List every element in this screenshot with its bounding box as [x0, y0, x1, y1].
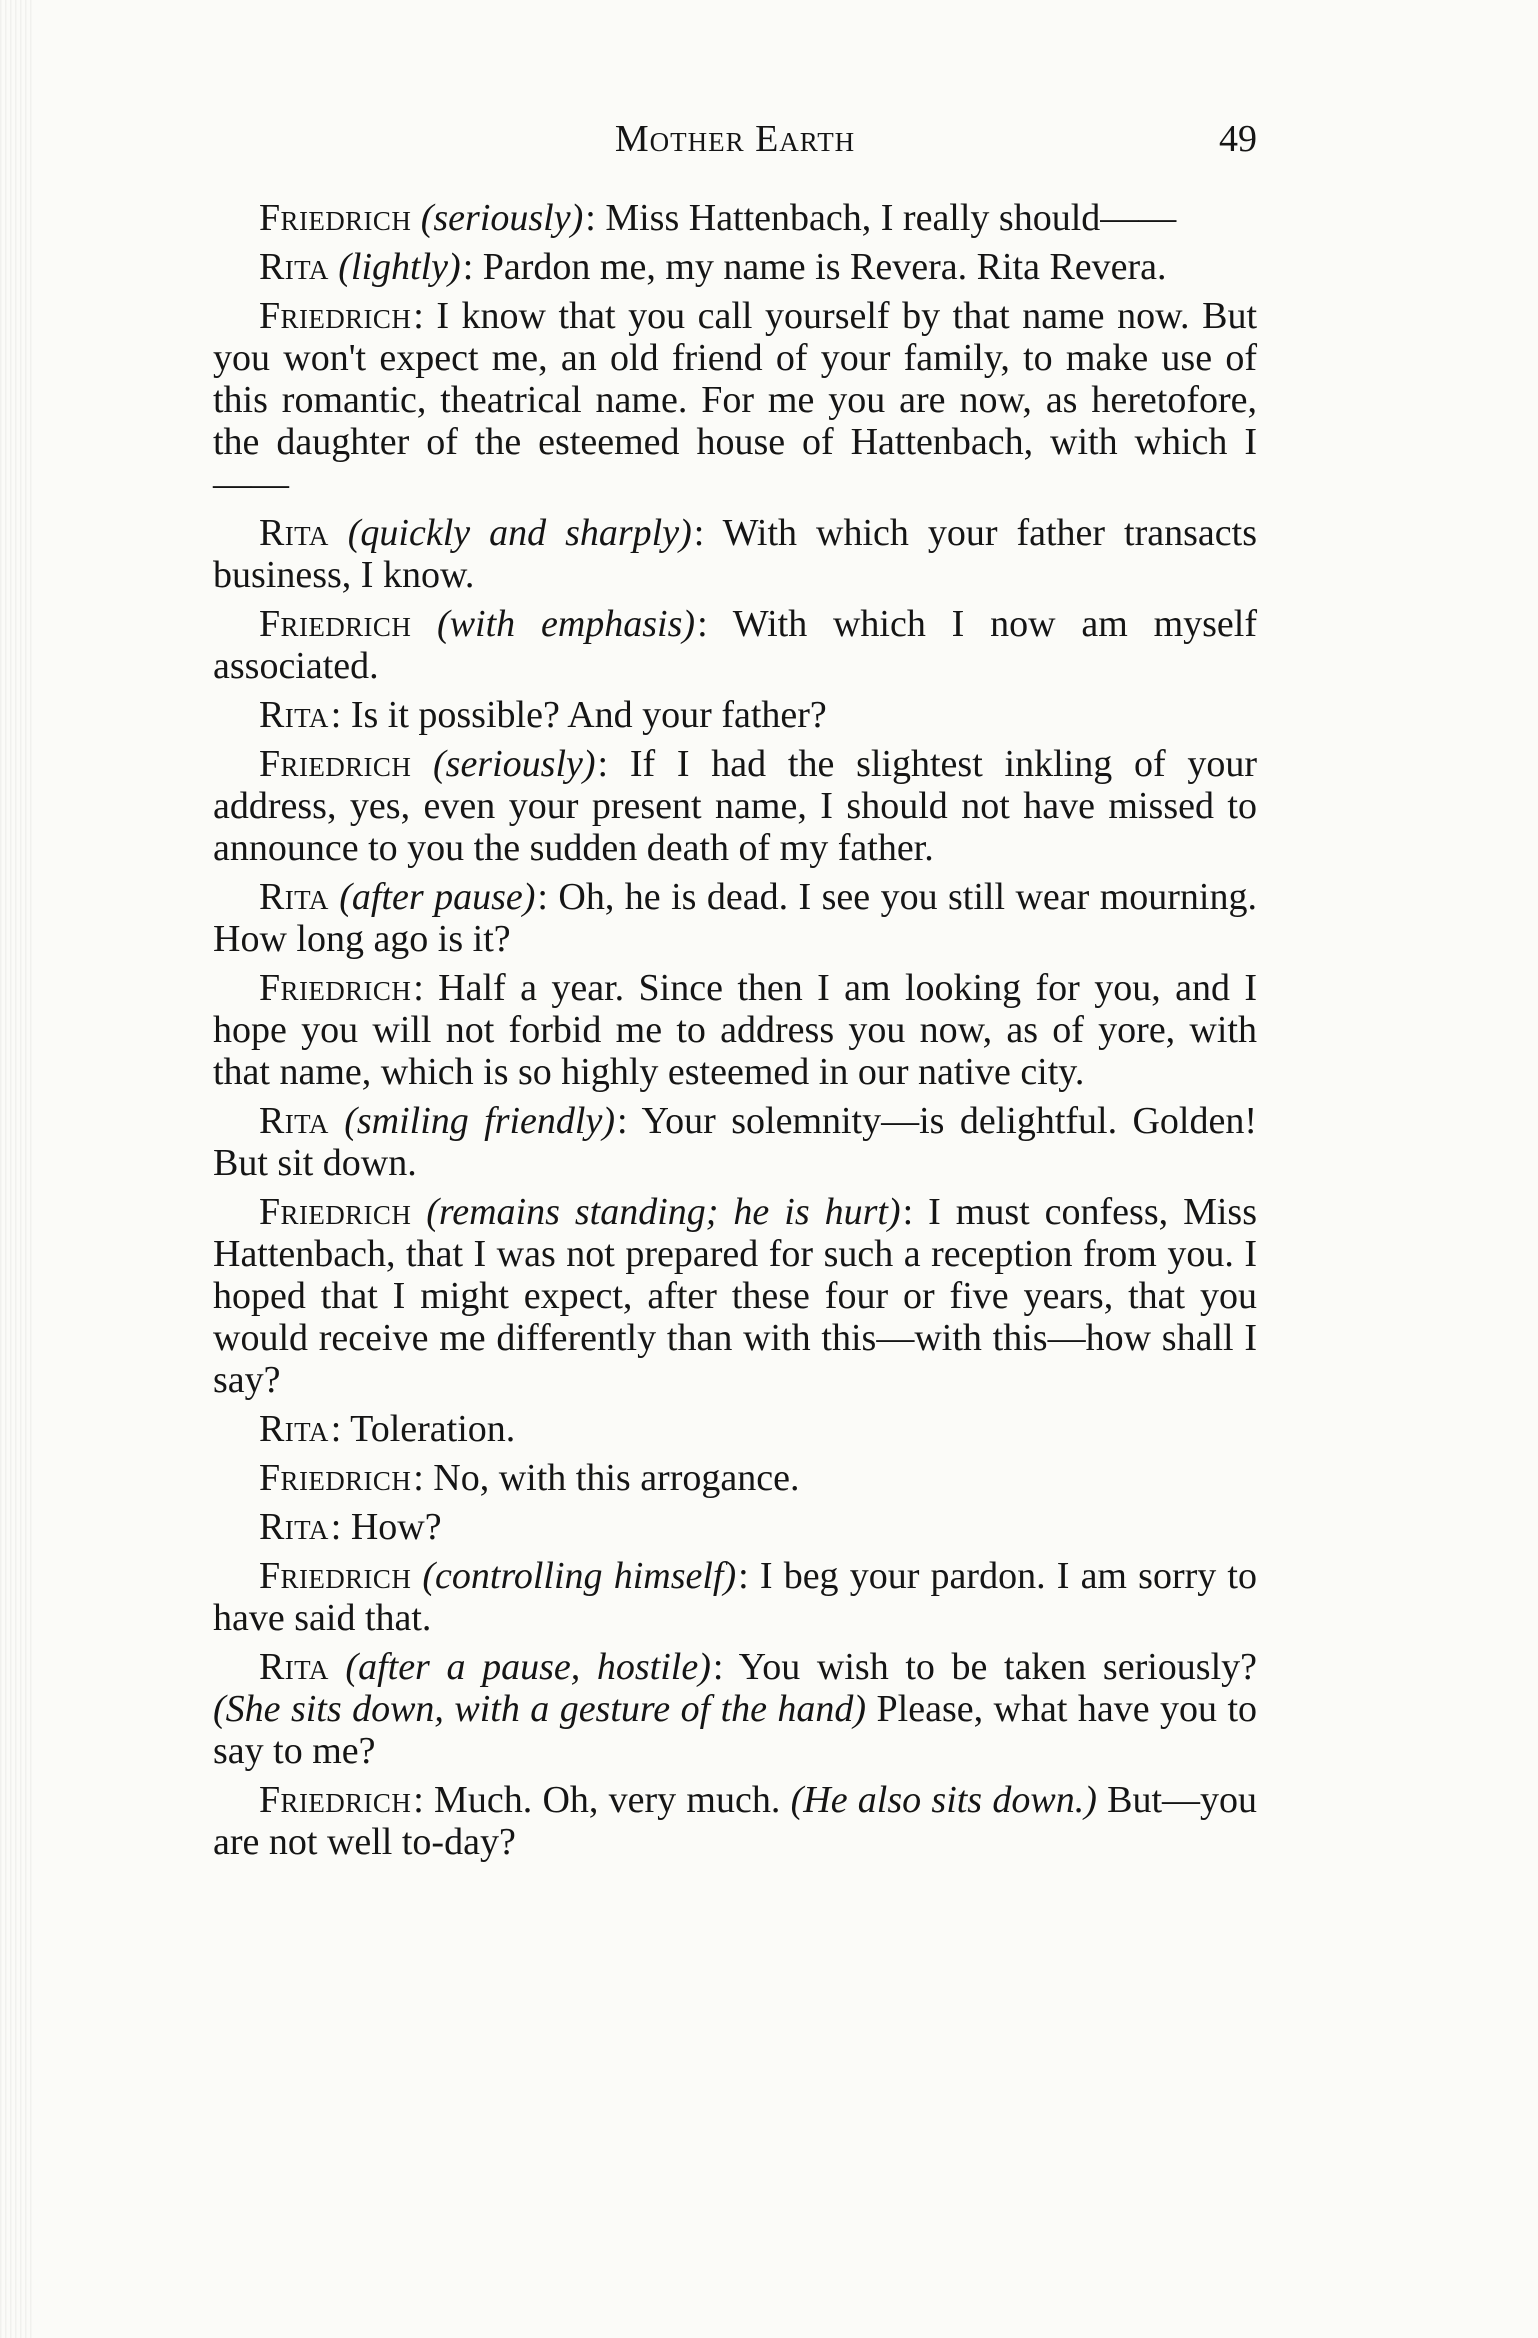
speech-text: : Half a year. Since then I am looking for you, and I hope you will not forbid me to address you now, as of yore, with that name, which is so highly esteemed in our native city.: [213, 967, 1257, 1093]
speaker-name: Friedrich: [259, 1555, 412, 1597]
speaker-name: Friedrich: [259, 1191, 412, 1233]
speech-text: : Much. Oh, very much.: [413, 1779, 781, 1821]
speech-text: : Is it possible? And your father?: [330, 694, 827, 736]
speech-text: : Toleration.: [330, 1408, 516, 1450]
speech-paragraph: [213, 512, 1257, 596]
speech-paragraph: [213, 1555, 1257, 1639]
stage-direction: (controlling himself): [422, 1555, 737, 1597]
speech-paragraph: [213, 1191, 1257, 1401]
speaker-name: Rita: [259, 694, 329, 736]
speech-paragraph: [213, 694, 1257, 736]
speech-paragraph: [213, 1646, 1257, 1772]
page-edge-texture: [0, 0, 34, 2338]
dialogue-text: [213, 197, 1257, 1870]
speaker-name: Friedrich: [259, 603, 412, 645]
speech-text: : If I had the slightest inkling of your address, yes, even your present name, I should not have missed to announce to you the sudden death of my father.: [213, 743, 1258, 869]
stage-direction: (smiling friendly): [344, 1100, 615, 1142]
stage-direction: (seriously): [420, 197, 584, 239]
speaker-name: Rita: [259, 1408, 329, 1450]
stage-direction: (seriously): [433, 743, 596, 785]
stage-direction: (quickly and sharply): [347, 512, 692, 554]
speech-text: : How?: [330, 1506, 442, 1548]
speech-paragraph: [213, 603, 1257, 687]
stage-direction: (with emphasis): [437, 603, 696, 645]
speech-text: : With which I now am myself associated.: [213, 603, 1257, 687]
speech-continuation: But—you are not well to-day?: [213, 1779, 1257, 1863]
speech-text: : Oh, he is dead. I see you still wear mourning. How long ago is it?: [213, 876, 1257, 960]
speech-text: : I know that you call yourself by that name now. But you won't expect me, an old friend of your family, to make use of this romantic, theatrical name. For me you are now, as heretofore, the daughter of the esteemed house of Hattenbach, with which I——: [213, 295, 1257, 505]
speech-paragraph: [213, 1100, 1257, 1184]
speaker-name: Rita: [259, 512, 329, 554]
journal-title: Mother Earth: [614, 118, 856, 160]
speech-paragraph: [213, 1457, 1257, 1499]
speech-text: : I beg your pardon. I am sorry to have said that.: [213, 1555, 1257, 1639]
speech-paragraph: [213, 967, 1257, 1093]
speaker-name: Friedrich: [259, 295, 412, 337]
speech-text: : Pardon me, my name is Revera. Rita Revera.: [462, 246, 1167, 288]
stage-direction: (after pause): [339, 876, 536, 918]
speech-text: : You wish to be taken seriously?: [712, 1646, 1258, 1688]
speaker-name: Friedrich: [259, 1779, 412, 1821]
speech-paragraph: [213, 246, 1257, 288]
stage-direction: (lightly): [338, 246, 461, 288]
speaker-name: Rita: [259, 246, 329, 288]
page-number: 49: [1219, 118, 1257, 160]
speech-continuation: Please, what have you to say to me?: [213, 1688, 1258, 1772]
stage-direction: (remains standing; he is hurt): [426, 1191, 901, 1233]
speech-text: : With which your father transacts business, I know.: [213, 512, 1257, 596]
speaker-name: Friedrich: [259, 743, 412, 785]
inline-stage-direction: (She sits down, with a gesture of the hand): [213, 1688, 867, 1730]
speaker-name: Rita: [259, 1646, 329, 1688]
running-header: [213, 117, 1257, 171]
speech-paragraph: [213, 197, 1257, 239]
speech-paragraph: [213, 743, 1257, 869]
speech-text: : Your solemnity—is delightful. Golden! But sit down.: [213, 1100, 1258, 1184]
stage-direction: (after a pause, hostile): [345, 1646, 711, 1688]
speech-paragraph: [213, 1779, 1257, 1863]
speaker-name: Friedrich: [259, 1457, 412, 1499]
inline-stage-direction: (He also sits down.): [790, 1779, 1097, 1821]
speech-paragraph: [213, 876, 1257, 960]
speech-text: : Miss Hattenbach, I really should——: [585, 197, 1177, 239]
speech-text: : I must confess, Miss Hattenbach, that I was not prepared for such a reception from you. I hoped that I might expect, after these four or five years, that you would receive me differently than with this—with this—how shall I say?: [213, 1191, 1258, 1401]
speech-text: : No, with this arrogance.: [413, 1457, 800, 1499]
speaker-name: Friedrich: [259, 967, 412, 1009]
speaker-name: Friedrich: [259, 197, 412, 239]
speech-paragraph: [213, 1506, 1257, 1548]
speech-paragraph: [213, 1408, 1257, 1450]
speech-paragraph: [213, 295, 1257, 505]
speaker-name: Rita: [259, 1506, 329, 1548]
speaker-name: Rita: [259, 1100, 329, 1142]
speaker-name: Rita: [259, 876, 329, 918]
